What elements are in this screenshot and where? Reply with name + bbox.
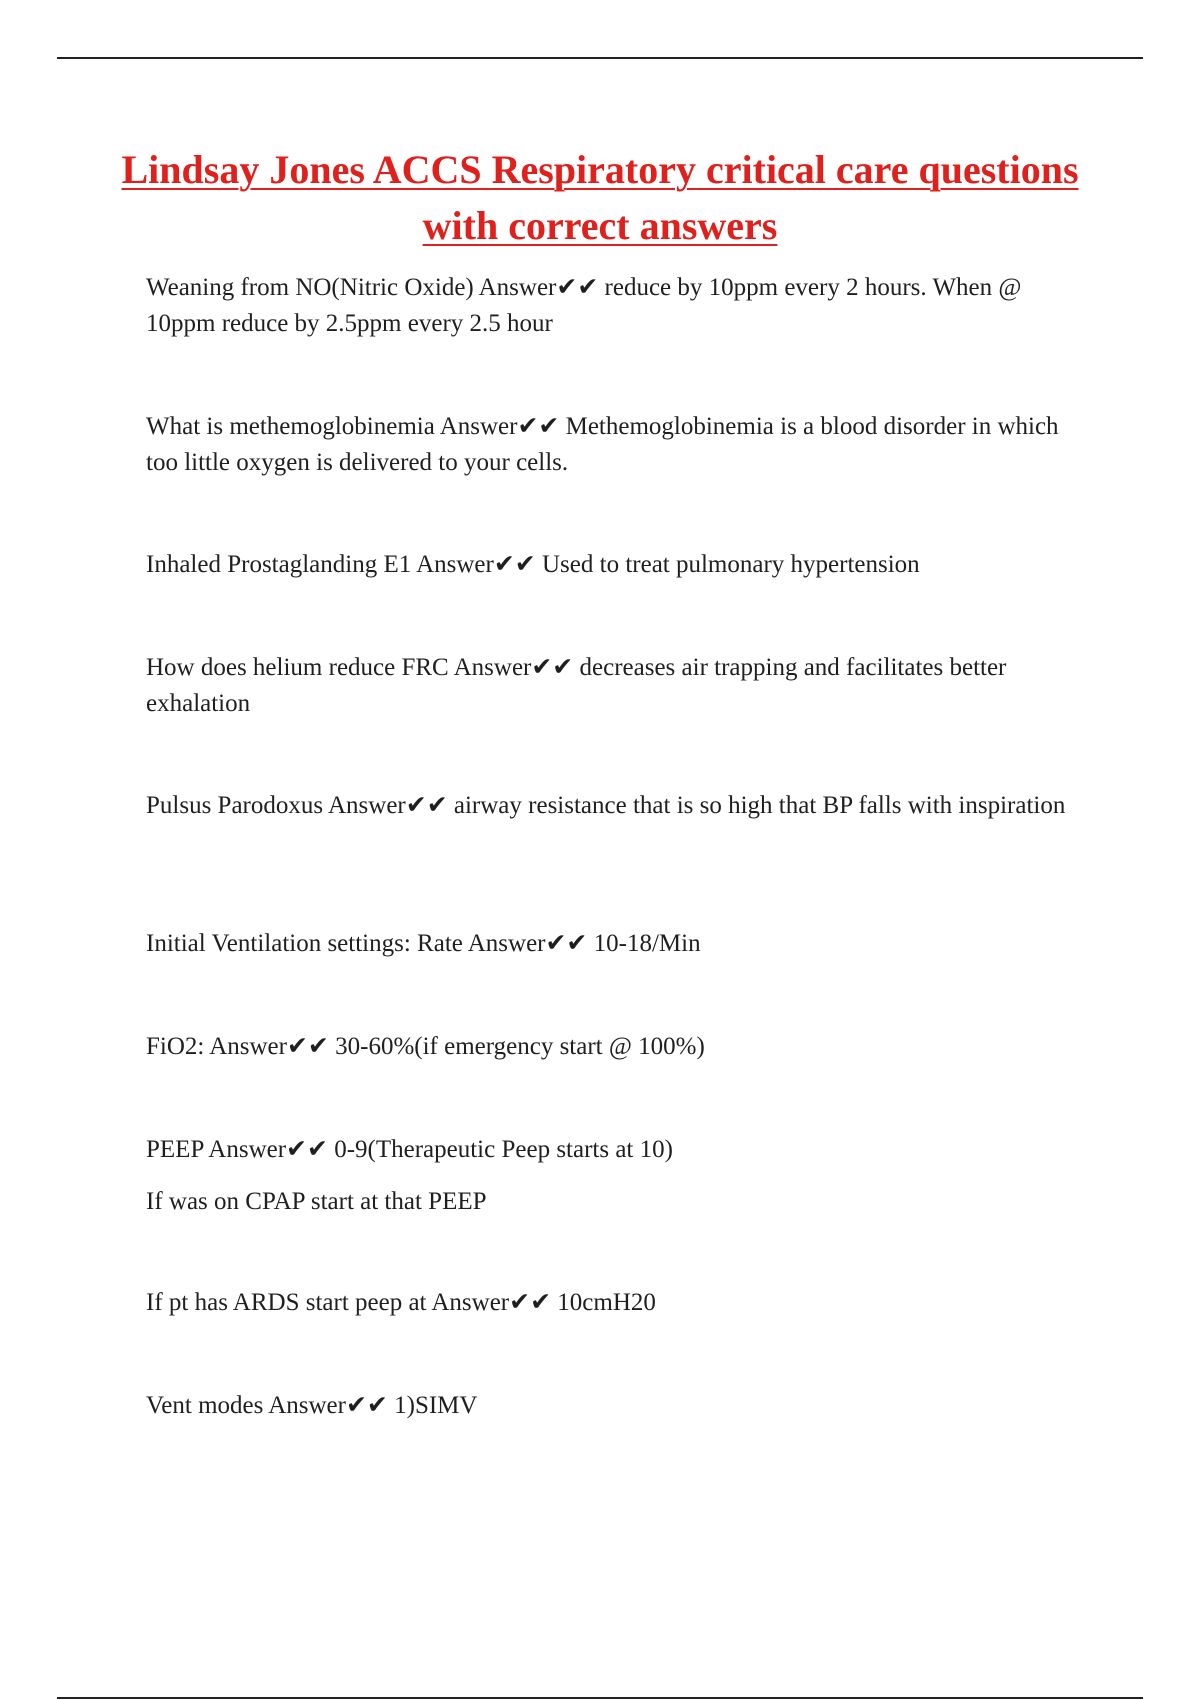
- qa-item-nitric-oxide: Weaning from NO(Nitric Oxide) Answer✔✔ reduce by 10ppm every 2 hours. When @ 10ppm reduce by 2.5ppm every 2.5 hour: [146, 274, 1022, 337]
- qa-item-fio2: FiO2: Answer✔✔ 30-60%(if emergency start @ 100%): [146, 1033, 705, 1060]
- qa-item-ards-peep: If pt has ARDS start peep at Answer✔✔ 10cmH20: [146, 1289, 656, 1316]
- qa-item-pulsus-paradoxus: Pulsus Parodoxus Answer✔✔ airway resistance that is so high that BP falls with inspiration: [146, 792, 1066, 819]
- qa-item-vent-modes: Vent modes Answer✔✔ 1)SIMV: [146, 1392, 478, 1419]
- bottom-rule: [57, 1697, 1143, 1699]
- qa-item-methemoglobinemia: What is methemoglobinemia Answer✔✔ Methemoglobinemia is a blood disorder in which too little oxygen is delivered to your cells.: [146, 413, 1059, 476]
- qa-item-ventilation-rate: Initial Ventilation settings: Rate Answer✔✔ 10-18/Min: [146, 930, 701, 957]
- document-title: Lindsay Jones ACCS Respiratory critical care questions with correct answers: [121, 147, 1079, 248]
- qa-item-cpap-note: If was on CPAP start at that PEEP: [146, 1188, 487, 1215]
- top-rule: [57, 57, 1143, 59]
- qa-item-peep: PEEP Answer✔✔ 0-9(Therapeutic Peep starts at 10): [146, 1136, 673, 1163]
- qa-item-prostaglandin: Inhaled Prostaglanding E1 Answer✔✔ Used to treat pulmonary hypertension: [146, 551, 920, 578]
- qa-item-helium: How does helium reduce FRC Answer✔✔ decreases air trapping and facilitates better exhalation: [146, 654, 1007, 717]
